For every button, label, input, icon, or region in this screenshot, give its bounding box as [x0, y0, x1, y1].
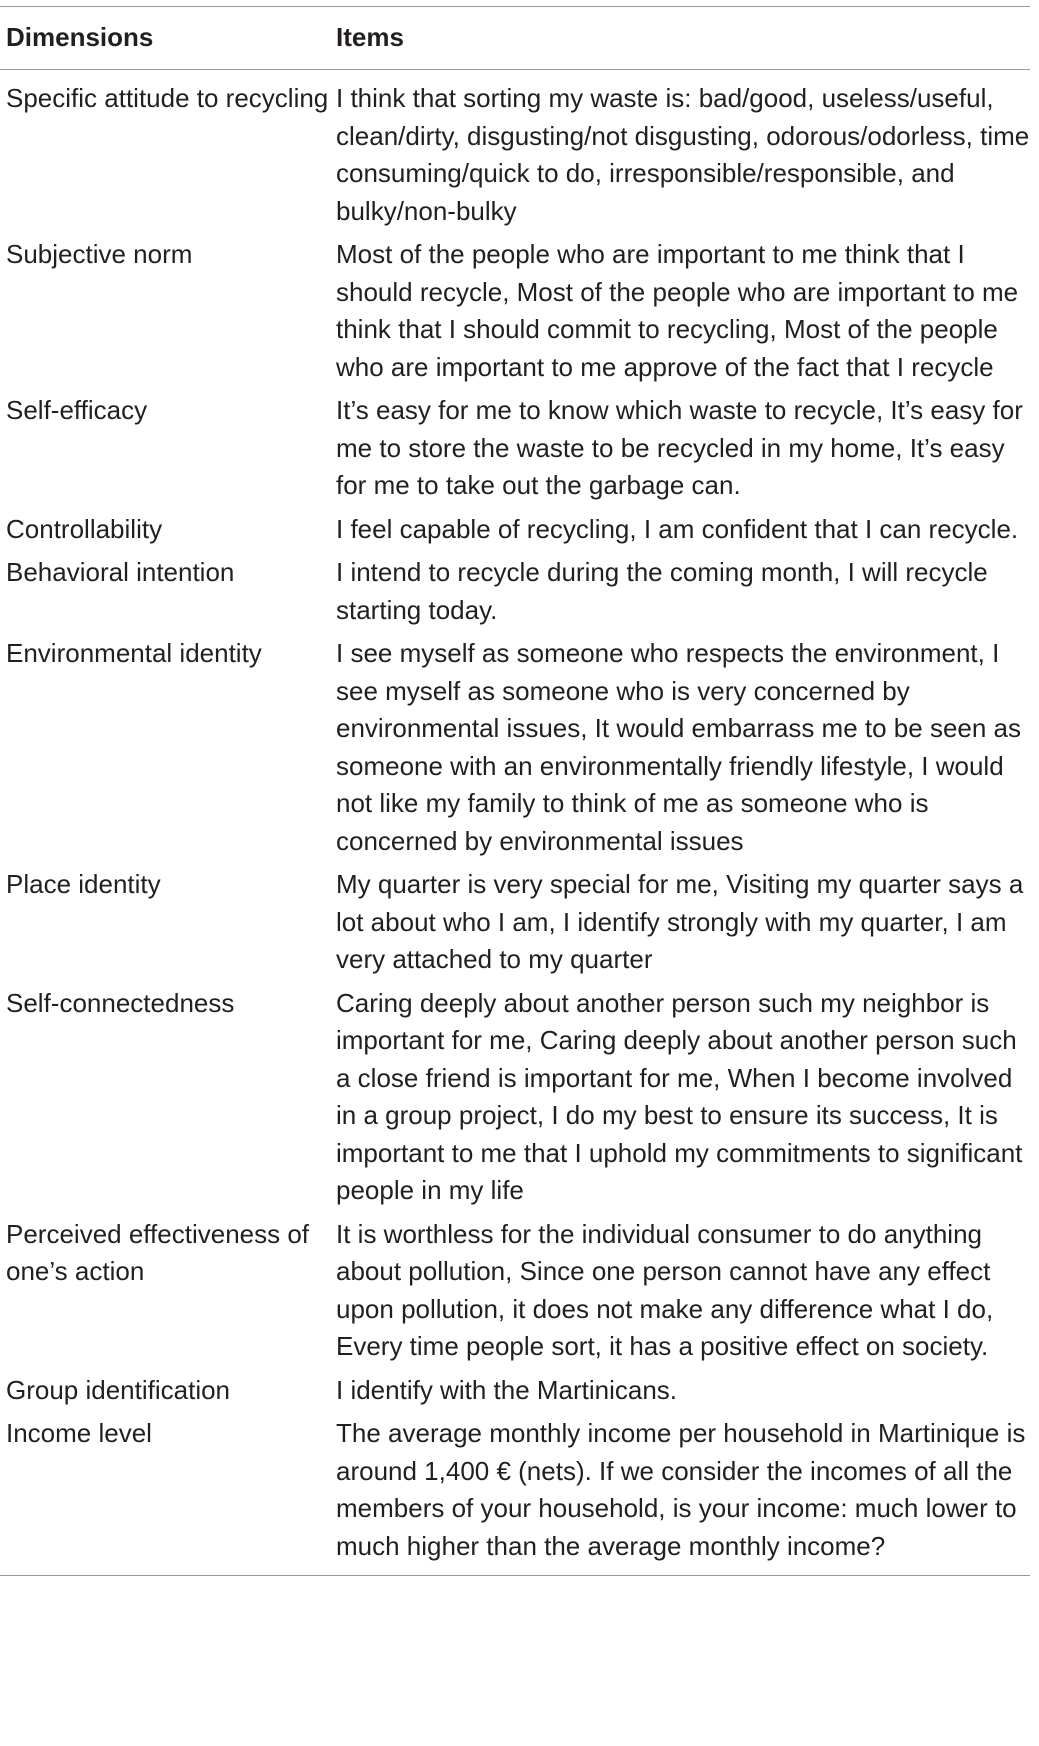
items-cell: I see myself as someone who respects the environment, I see myself as someone who is very concerned by environmental issues, It would embarrass me to be seen as someone with an environmentally friendly lifestyle, I would not like my family to think of me as someone who is concerned by environmental issues	[336, 638, 1022, 856]
table-row	[0, 392, 1030, 511]
items-cell: I identify with the Martinicans.	[336, 1374, 678, 1405]
table-row	[0, 554, 1030, 635]
dimension-cell: Income level	[0, 1415, 335, 1576]
items-cell: My quarter is very special for me, Visiting my quarter says a lot about who I am, I identify strongly with my quarter, I am very attached to my quarter	[336, 869, 1024, 974]
table-row	[0, 70, 1030, 237]
table-row	[0, 635, 1030, 866]
items-cell: The average monthly income per household in Martinique is around 1,400 € (nets). If we consider the incomes of all the members of your household, is your income: much lower to much higher than the average monthly income?	[335, 1415, 1030, 1576]
items-cell: It is worthless for the individual consumer to do anything about pollution, Since one person cannot have any effect upon pollution, it does not make any difference what I do, Every time people sort, it has a positive effect on society.	[336, 1218, 994, 1361]
items-cell: Caring deeply about another person such my neighbor is important for me, Caring deeply about another person such a close friend is important for me, When I become involved in a group project, I do my best to ensure its success, It is important to me that I uphold my commitments to significant people in my life	[336, 987, 1023, 1205]
header-items: Items	[335, 7, 1030, 70]
dimension-cell: Group identification	[6, 1374, 231, 1405]
dimension-cell: Controllability	[6, 513, 163, 544]
table-row	[0, 866, 1030, 985]
items-cell: Most of the people who are important to me think that I should recycle, Most of the people who are important to me think that I should commit to recycling, Most of the people who are important to me approve of the fact that I recycle	[336, 239, 1019, 382]
table-row	[0, 1415, 1030, 1576]
items-cell: I think that sorting my waste is: bad/good, useless/useful, clean/dirty, disgusting/not disgusting, odorous/odorless, time consuming/quick to do, irresponsible/responsible, and bulky/non-bulky	[336, 83, 1030, 226]
dimension-cell: Self-connectedness	[6, 987, 235, 1018]
dimension-cell: Specific attitude to recycling	[6, 83, 329, 113]
header-dimensions: Dimensions	[0, 7, 335, 70]
table-row	[0, 511, 1030, 555]
table-header-row	[0, 7, 1030, 70]
dimension-cell: Subjective norm	[6, 239, 193, 269]
items-cell: I feel capable of recycling, I am confident that I can recycle.	[336, 513, 1019, 544]
dimension-cell: Place identity	[6, 869, 161, 899]
dimension-cell: Behavioral intention	[6, 557, 235, 587]
table-row	[0, 1372, 1030, 1416]
table-row	[0, 1216, 1030, 1372]
table-row	[0, 985, 1030, 1216]
dimension-cell: Perceived effectiveness of one’s action	[6, 1218, 310, 1286]
dimensions-items-table	[0, 6, 1030, 1576]
table-row	[0, 236, 1030, 392]
dimension-cell: Environmental identity	[6, 638, 262, 668]
items-cell: I intend to recycle during the coming month, I will recycle starting today.	[336, 557, 988, 625]
items-cell: It’s easy for me to know which waste to recycle, It’s easy for me to store the waste to be recycled in my home, It’s easy for me to take out the garbage can.	[336, 395, 1023, 500]
dimension-cell: Self-efficacy	[6, 395, 148, 425]
